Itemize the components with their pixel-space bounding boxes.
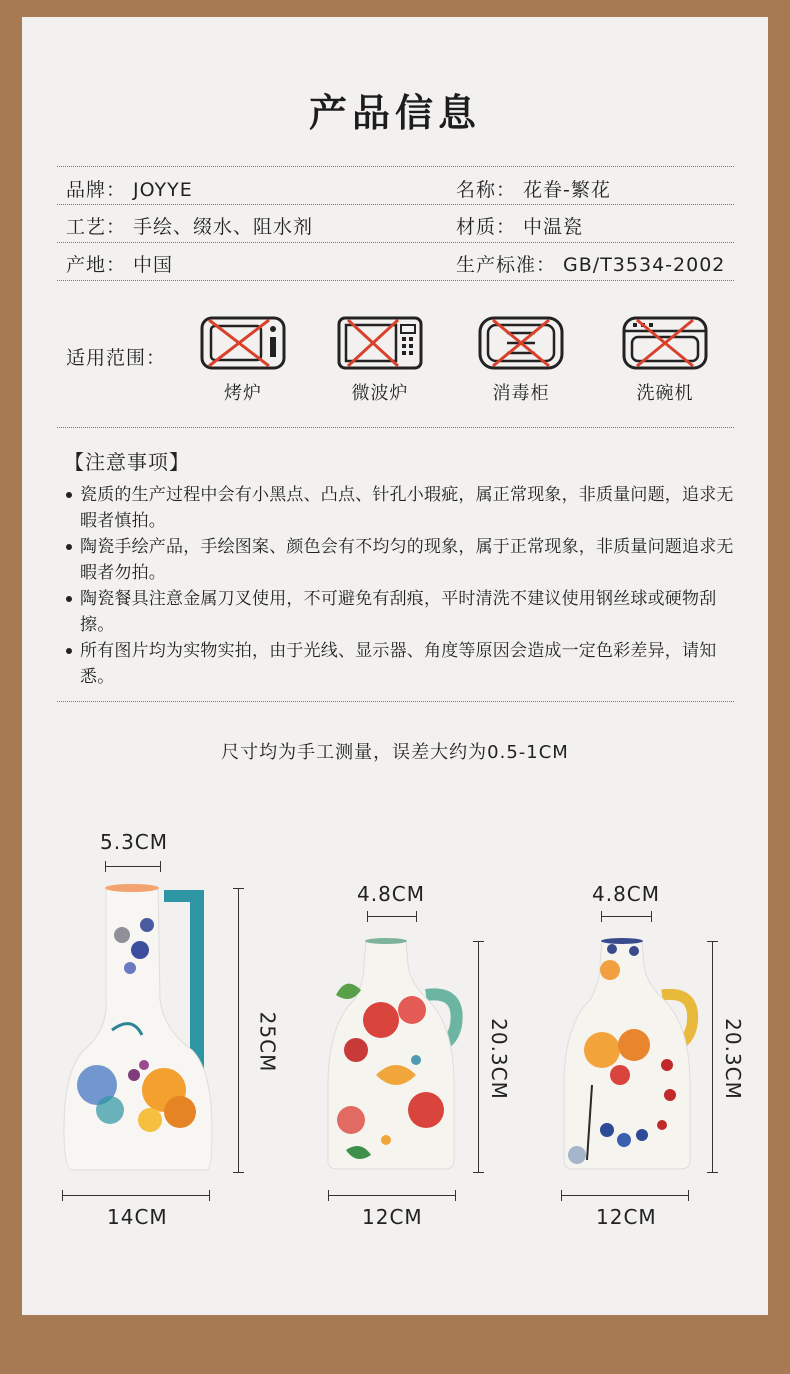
vase3-mouth-dim: 4.8CM (592, 882, 661, 906)
vase1-height-dim: 25CM (255, 1011, 280, 1073)
notice-item: 瓷质的生产过程中会有小黑点、凸点、针孔小瑕疵，属正常现象，非质量问题，追求无暇者慎拍。 (64, 482, 736, 534)
dim-line (712, 941, 713, 1173)
dim-line (367, 916, 417, 917)
usage-oven (198, 315, 288, 405)
divider (57, 280, 734, 281)
divider (57, 166, 734, 167)
dim-line (561, 1195, 689, 1196)
usage-item-label: 微波炉 (351, 383, 409, 404)
notice-list (64, 482, 736, 690)
dim-line (328, 1195, 456, 1196)
vase-2-image (316, 935, 471, 1175)
sterilizer-icon (477, 315, 565, 371)
divider (57, 242, 734, 243)
spec-origin: 产地： 中国 (66, 254, 174, 276)
vase2-height-dim: 20.3CM (486, 1018, 511, 1100)
dim-line (62, 1195, 210, 1196)
vase2-mouth-dim: 4.8CM (357, 882, 426, 906)
divider (57, 701, 734, 702)
dim-line (601, 916, 652, 917)
divider (57, 427, 734, 428)
vase-3-image (552, 935, 707, 1175)
dishwasher-icon (621, 315, 709, 371)
usage-item-label: 消毒柜 (492, 383, 550, 404)
vase1-base-dim: 14CM (107, 1205, 168, 1229)
notice-item: 所有图片均为实物实拍，由于光线、显示器、角度等原因会造成一定色彩差异，请知悉。 (64, 638, 736, 690)
spec-material: 材质： 中温瓷 (456, 216, 584, 238)
vase3-height-dim: 20.3CM (720, 1018, 745, 1100)
usage-label: 适用范围： (66, 347, 167, 369)
spec-brand: 品牌： JOYYE (66, 179, 193, 201)
spec-craft: 工艺： 手绘、缀水、阻水剂 (66, 216, 314, 238)
notice-item: 陶瓷手绘产品，手绘图案、颜色会有不均匀的现象，属于正常现象，非质量问题追求无暇者勿拍。 (64, 534, 736, 586)
vase-1-image (52, 880, 227, 1180)
spec-name: 名称： 花眷-繁花 (456, 179, 611, 201)
notice-heading: 【注意事项】 (64, 450, 190, 474)
usage-sterilizer (476, 315, 566, 405)
usage-microwave (335, 315, 425, 405)
page-title: 产品信息 (308, 91, 481, 135)
vase3-base-dim: 12CM (596, 1205, 657, 1229)
oven-icon (199, 315, 287, 371)
measure-note: 尺寸均为手工测量，误差大约为0.5-1CM (221, 742, 569, 763)
dim-line (478, 941, 479, 1173)
usage-item-label: 洗碗机 (636, 383, 694, 404)
divider (57, 204, 734, 205)
vase1-mouth-dim: 5.3CM (100, 830, 169, 854)
spec-standard: 生产标准： GB/T3534-2002 (456, 254, 726, 276)
notice-item: 陶瓷餐具注意金属刀叉使用，不可避免有刮痕，平时清洗不建议使用钢丝球或硬物刮擦。 (64, 586, 736, 638)
usage-dishwasher (620, 315, 710, 405)
dim-line (105, 866, 161, 867)
dim-line (238, 888, 239, 1173)
microwave-icon (336, 315, 424, 371)
vase2-base-dim: 12CM (362, 1205, 423, 1229)
usage-item-label: 烤炉 (224, 383, 262, 404)
